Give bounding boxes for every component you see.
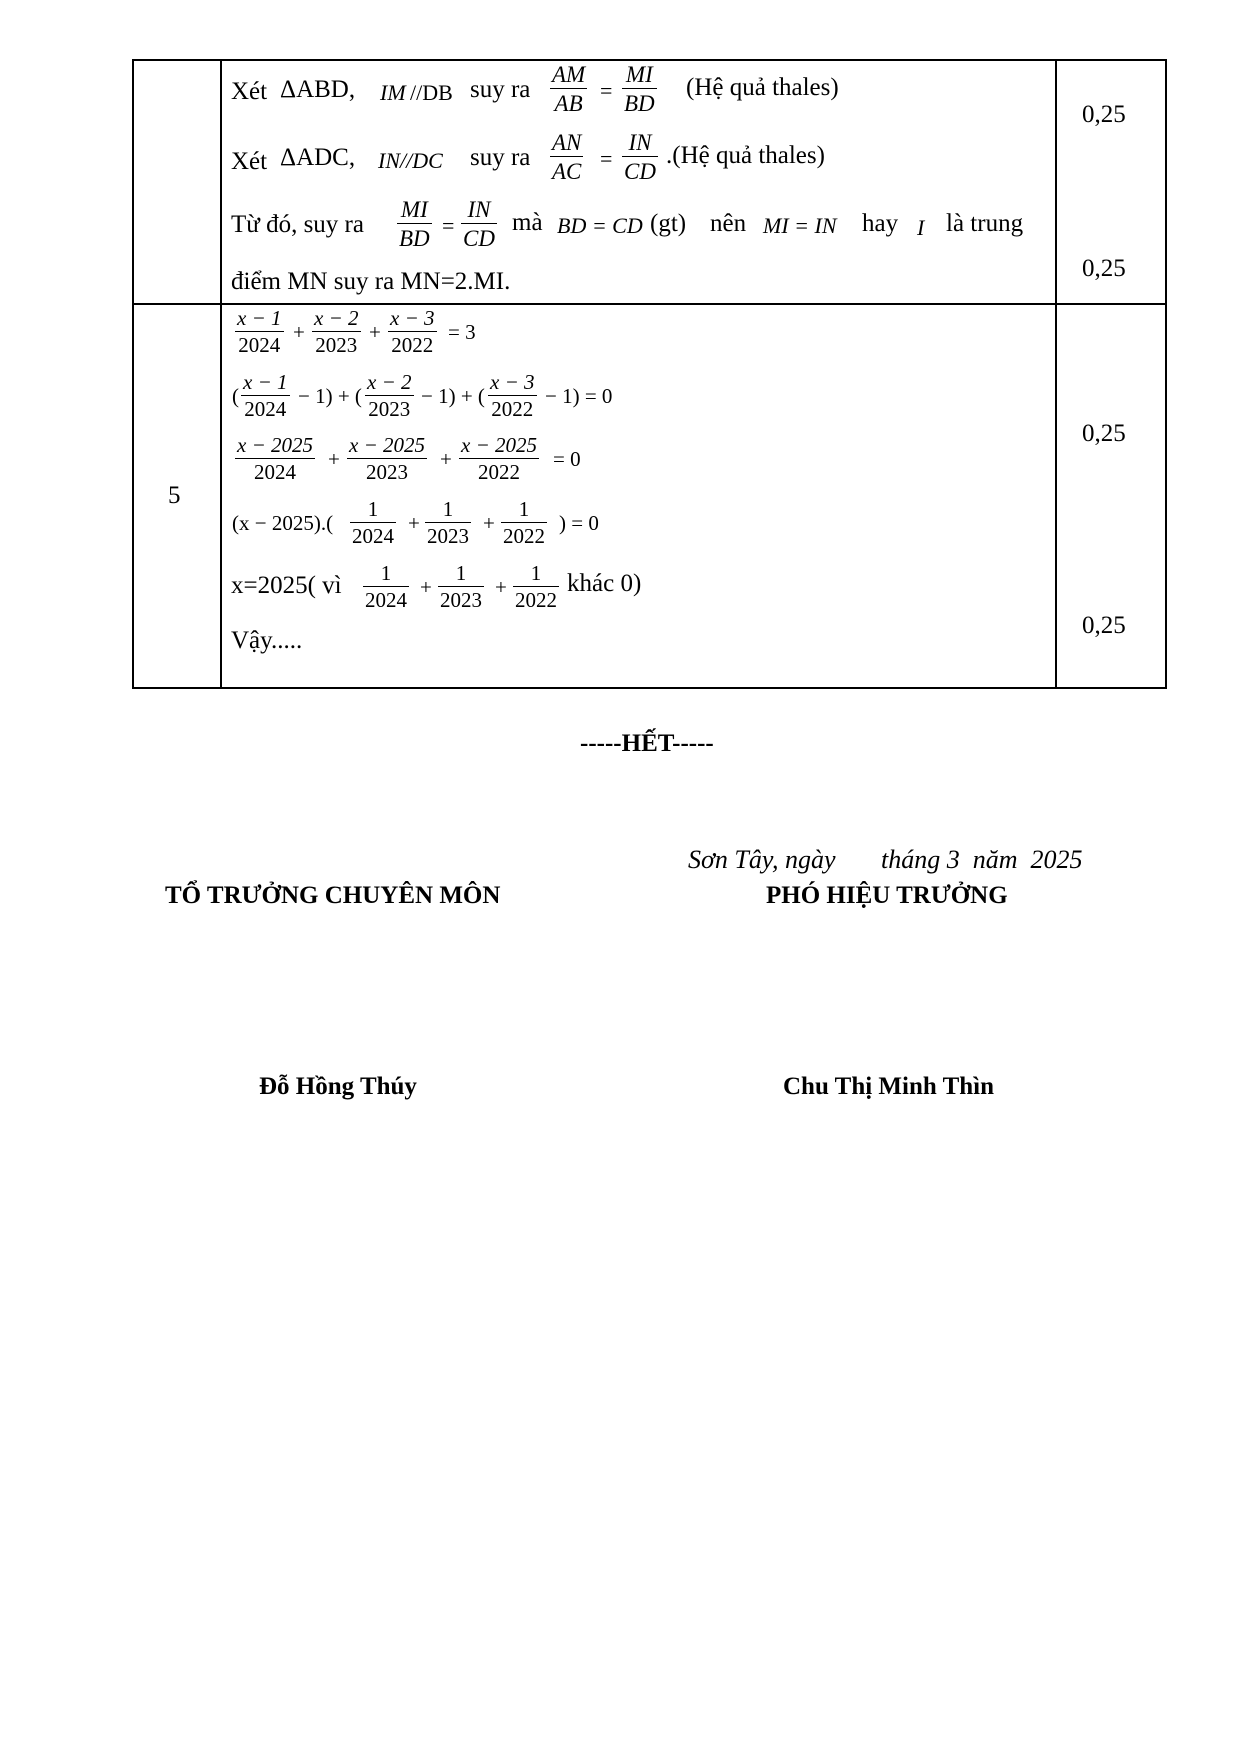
plus-sign: + <box>328 447 340 471</box>
fraction: x − 2025 2024 <box>237 433 313 484</box>
question-number: 5 <box>168 482 181 509</box>
equation-term: − 1) + ( <box>421 384 485 408</box>
triangle-abd: ΔABD, <box>280 76 356 103</box>
fraction: x − 2 2023 <box>367 370 412 421</box>
text-suy-ra: suy ra <box>470 76 531 103</box>
table-border-bottom <box>132 687 1167 689</box>
fraction: x − 2 2023 <box>314 306 359 357</box>
date-line: Sơn Tây, ngày tháng 3 năm 2025 <box>688 845 1083 874</box>
triangle-adc: ΔADC, <box>280 144 356 171</box>
plus-sign: + <box>440 447 452 471</box>
score-cell: 0,25 <box>1082 420 1126 447</box>
plus-sign: + <box>483 511 495 535</box>
fraction: 1 2022 <box>515 561 557 612</box>
equation-rhs: = 0 <box>553 447 581 471</box>
fraction-mi-bd: MI BD <box>624 62 655 116</box>
right-signer-name: Chu Thị Minh Thìn <box>783 1073 995 1100</box>
point-i: I <box>917 215 925 240</box>
text-la-trung: là trung <box>946 210 1024 237</box>
left-signer-name: Đỗ Hồng Thúy <box>259 1073 417 1100</box>
text-tu-do-suy-ra: Từ đó, suy ra <box>231 211 364 238</box>
rel-im: IM <box>380 80 406 105</box>
fraction: x − 2025 2023 <box>349 433 425 484</box>
rel-par-db: //DB <box>410 80 453 105</box>
fraction: x − 2025 2022 <box>461 433 537 484</box>
score-cell: 0,25 <box>1082 101 1126 128</box>
text-xet: Xét <box>231 148 268 175</box>
plus-sign: + <box>369 320 381 344</box>
fraction: 1 2023 <box>440 561 482 612</box>
rel-in-dc: IN//DC <box>378 148 443 173</box>
text-ma: mà <box>512 209 543 236</box>
equation-rhs: ) = 0 <box>559 511 599 535</box>
text-nen: nên <box>710 210 747 237</box>
left-signer-title: TỔ TRƯỞNG CHUYÊN MÔN <box>165 882 501 909</box>
plus-sign: + <box>293 320 305 344</box>
fraction: x − 3 2022 <box>490 370 535 421</box>
paren-open: ( <box>232 384 239 408</box>
score-cell: 0,25 <box>1082 612 1126 639</box>
text-suy-ra: suy ra <box>470 144 531 171</box>
expr-mi-eq-in: MI = IN <box>763 213 837 238</box>
table-border-left <box>132 59 134 688</box>
table-row-divider <box>132 303 1167 305</box>
end-mark: -----HẾT----- <box>580 730 714 757</box>
fraction-in-cd: IN CD <box>624 130 656 184</box>
table-border-top <box>132 59 1167 61</box>
equation-rhs: = 3 <box>448 320 476 344</box>
equation-rhs: − 1) = 0 <box>545 384 613 408</box>
text-hay: hay <box>862 210 899 237</box>
text-conclusion-mn: điểm MN suy ra MN=2.MI. <box>231 268 511 295</box>
plus-sign: + <box>408 511 420 535</box>
equals-sign: = <box>600 146 613 171</box>
right-signer-title: PHÓ HIỆU TRƯỞNG <box>766 882 1008 909</box>
equation-lead: (x − 2025).( <box>232 511 334 535</box>
fraction: x − 1 2024 <box>243 370 288 421</box>
equation-term: − 1) + ( <box>298 384 362 408</box>
table-border-right <box>1165 59 1167 688</box>
fraction-in-cd: IN CD <box>463 197 495 251</box>
plus-sign: + <box>495 575 507 599</box>
plus-sign: + <box>420 575 432 599</box>
equals-sign: = <box>600 78 613 103</box>
solution-tail: khác 0) <box>567 570 642 597</box>
expr-bd-eq-cd: BD = CD <box>557 213 643 238</box>
text-xet: Xét <box>231 78 268 105</box>
fraction: x − 1 2024 <box>237 306 282 357</box>
fraction: 1 2024 <box>352 497 394 548</box>
fraction: 1 2023 <box>427 497 469 548</box>
fraction-am-ab: AM AB <box>552 62 586 116</box>
note-thales-1: (Hệ quả thales) <box>686 74 839 101</box>
score-cell: 0,25 <box>1082 255 1126 282</box>
fraction: x − 3 2022 <box>390 306 435 357</box>
note-thales-2: .(Hệ quả thales) <box>666 142 825 169</box>
table-col-divider-1 <box>220 59 222 688</box>
conclusion-text: Vậy..... <box>231 627 303 654</box>
fraction-an-ac: AN AC <box>552 130 582 184</box>
fraction: 1 2022 <box>503 497 545 548</box>
fraction-mi-bd: MI BD <box>399 197 430 251</box>
text-gt: (gt) <box>650 210 687 237</box>
equals-sign: = <box>442 213 455 238</box>
fraction: 1 2024 <box>365 561 407 612</box>
table-col-divider-2 <box>1055 59 1057 688</box>
solution-lead: x=2025( vì <box>231 572 342 599</box>
